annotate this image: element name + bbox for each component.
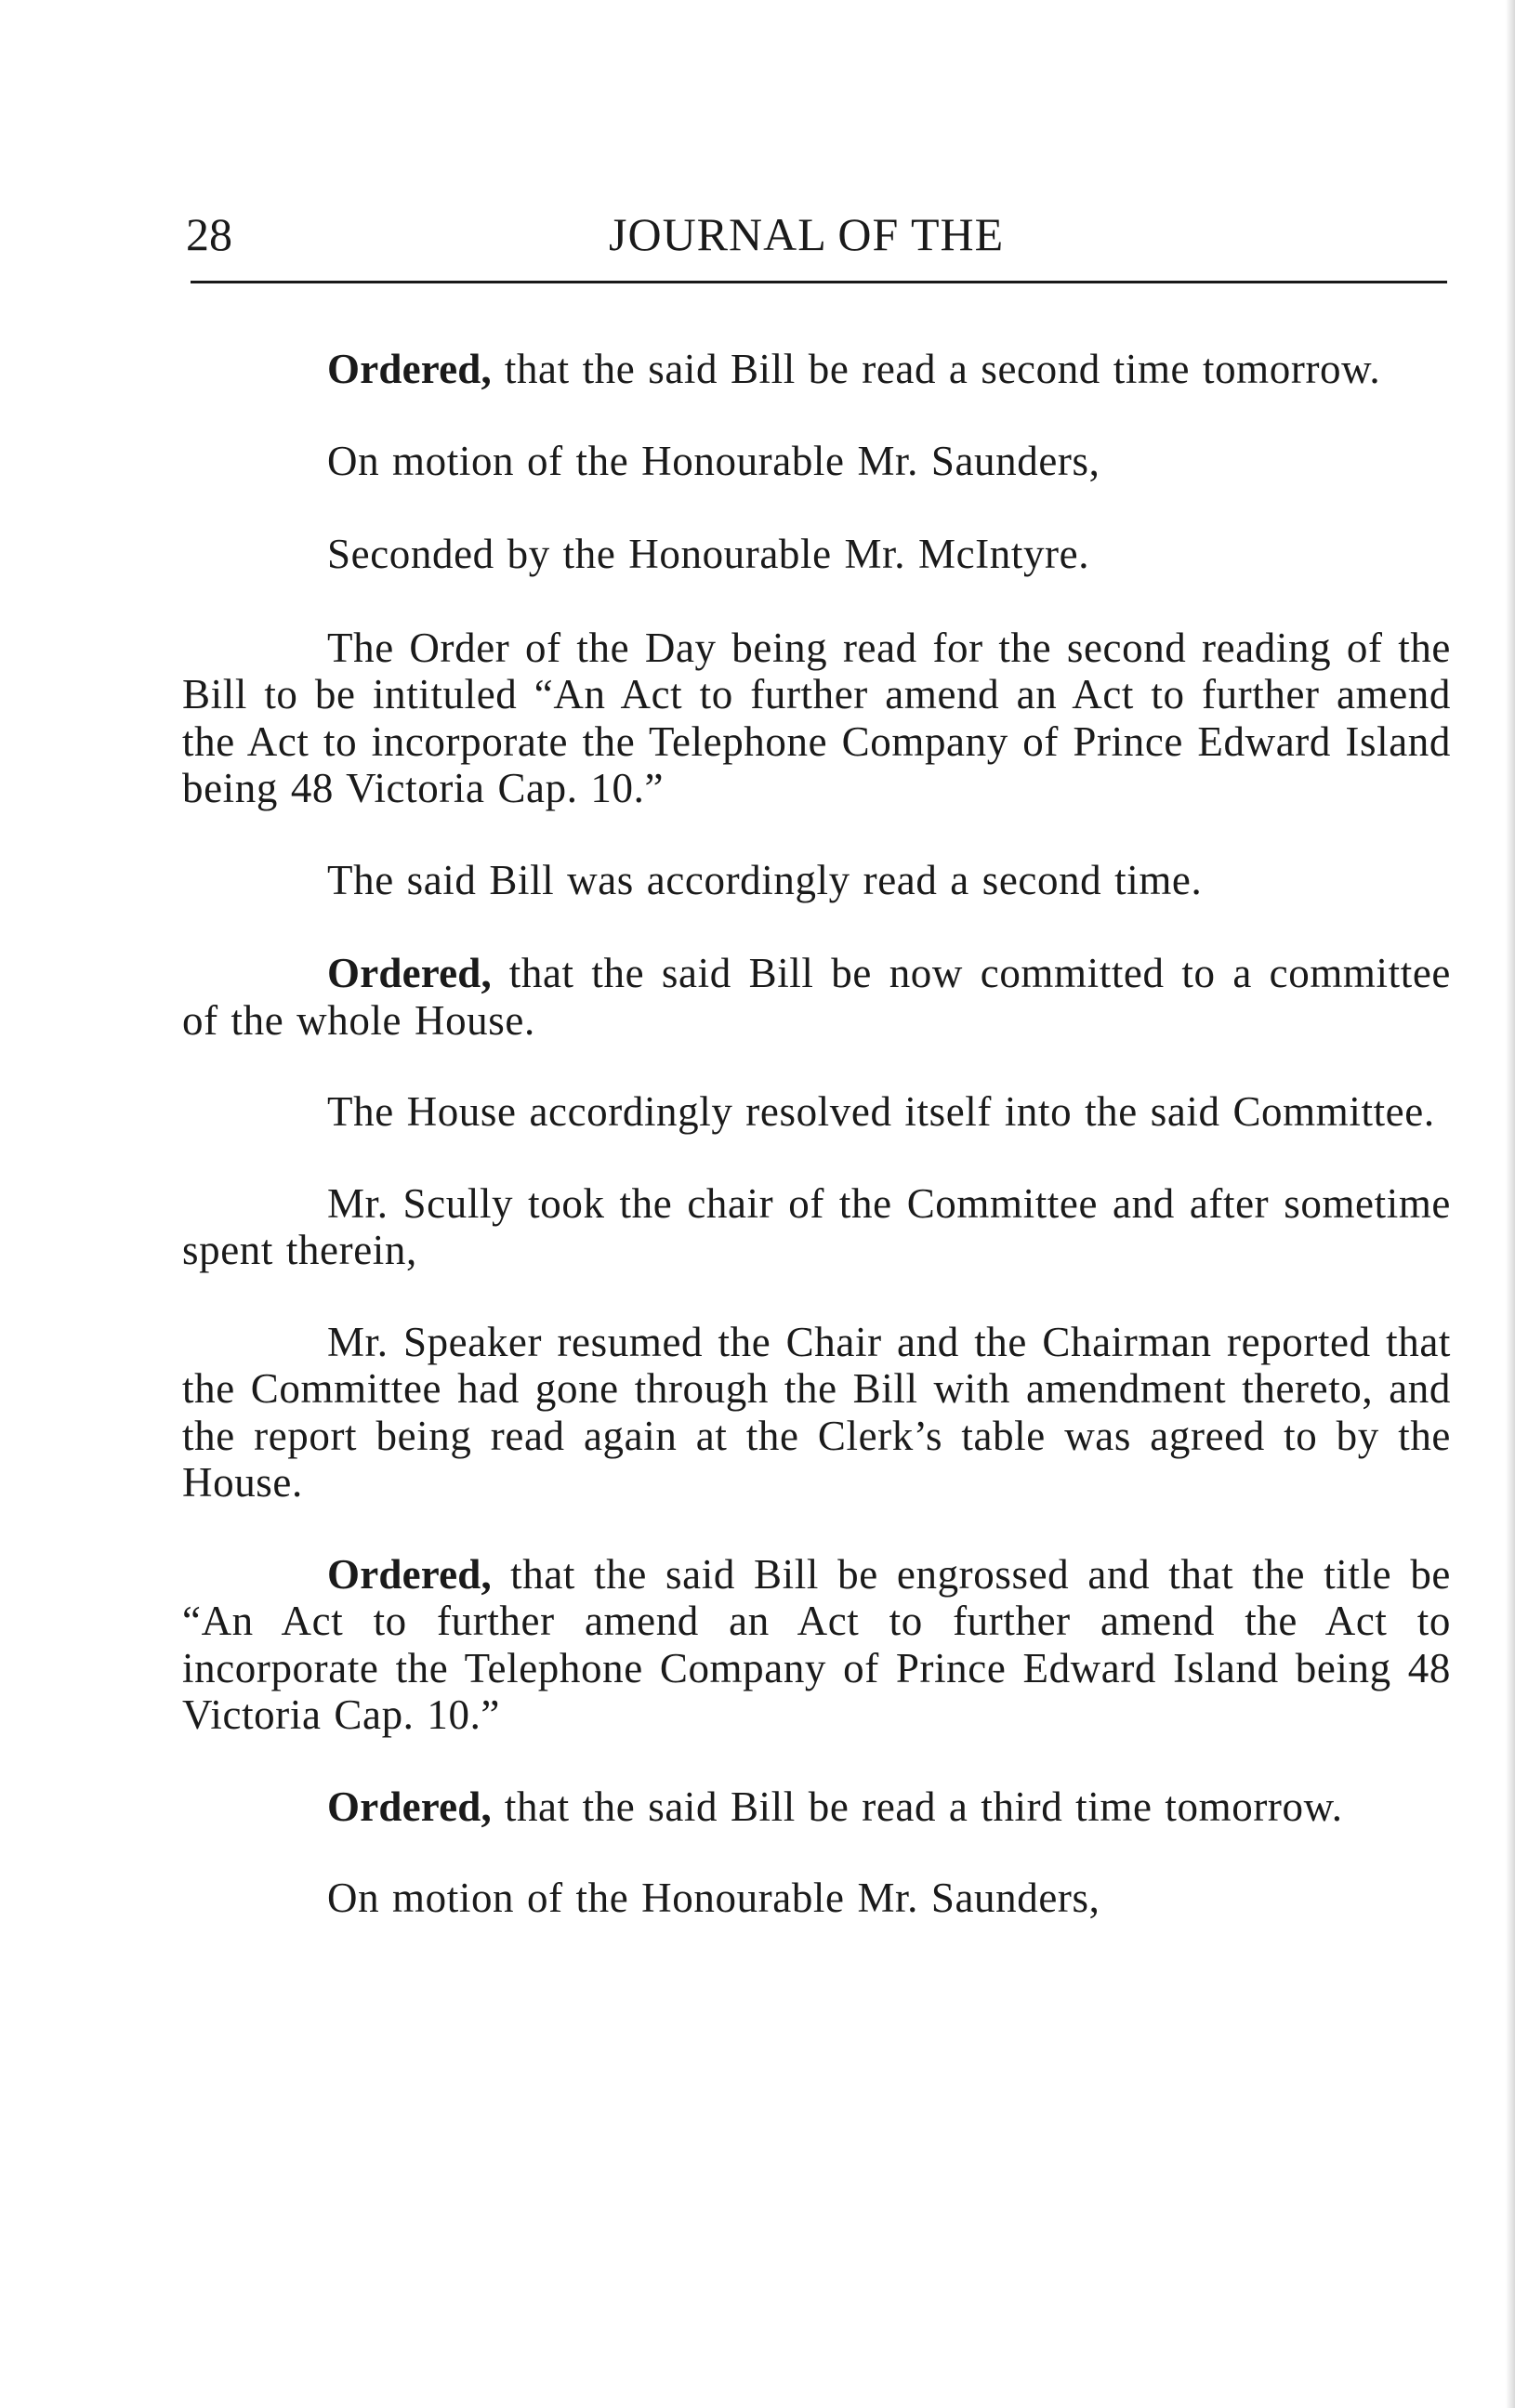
paragraph-text: that the said Bill be read a second time tomorrow. — [492, 346, 1381, 392]
paragraph-ordered-third-reading — [182, 1783, 1451, 1831]
paragraph-text: The Order of the Day being read for the second reading of the Bill to be intituled “An Act to further amend an Act to further amend the Act to incorporate the Telephone Company of Prince Edward Island being 48 Victoria Cap. 10.” — [182, 624, 1451, 811]
paragraph-text: Mr. Scully took the chair of the Committee and after sometime spent therein, — [182, 1179, 1451, 1273]
paragraph-ordered-committed — [182, 950, 1451, 1044]
paragraph-text: Mr. Speaker resumed the Chair and the Chairman reported that the Committee had gone through the Bill with amendment thereto, and the report being read again at the Clerk’s table was agreed to by the House. — [182, 1318, 1451, 1506]
paragraph-text: that the said Bill be now committed to a committee of the whole House. — [182, 950, 1451, 1044]
paragraph-text: that the said Bill be engrossed and that the title be “An Act to further amend an Act to further amend the Act to incorporate the Telephone Company of Prince Edward Island being 48 Victoria Cap. 10.” — [182, 1550, 1451, 1738]
paragraph-text: The House accordingly resolved itself into the said Committee. — [327, 1088, 1435, 1135]
paragraph-seconded — [182, 531, 1451, 578]
ordered-lead: Ordered, — [327, 346, 492, 392]
paragraph-text: On motion of the Honourable Mr. Saunders, — [327, 1875, 1100, 1921]
ordered-lead: Ordered, — [327, 1783, 492, 1830]
paragraph-text: The said Bill was accordingly read a second time. — [327, 856, 1203, 903]
paragraph-chair-of-committee — [182, 1180, 1451, 1274]
paragraph-house-resolved — [182, 1088, 1451, 1136]
ordered-lead: Ordered, — [327, 950, 492, 996]
paragraph-ordered-second-reading — [182, 346, 1451, 393]
header-rule — [191, 281, 1447, 283]
paragraph-motion-final — [182, 1875, 1451, 1922]
page-number: 28 — [186, 208, 232, 260]
paragraph-ordered-engrossed — [182, 1551, 1451, 1739]
paragraph-order-of-day — [182, 625, 1451, 812]
journal-body — [182, 346, 1451, 1968]
paragraph-read-second-time — [182, 857, 1451, 904]
paragraph-text: that the said Bill be read a third time tomorrow. — [492, 1783, 1343, 1830]
ordered-lead: Ordered, — [327, 1550, 492, 1598]
page-edge-shadow — [1506, 0, 1515, 2408]
running-title: JOURNAL OF THE — [609, 208, 1005, 260]
paragraph-motion — [182, 438, 1451, 485]
paragraph-speaker-resumed — [182, 1319, 1451, 1507]
paragraph-text: On motion of the Honourable Mr. Saunders, — [327, 437, 1100, 484]
paragraph-text: Seconded by the Honourable Mr. McIntyre. — [327, 531, 1090, 577]
page-header — [186, 206, 1450, 271]
